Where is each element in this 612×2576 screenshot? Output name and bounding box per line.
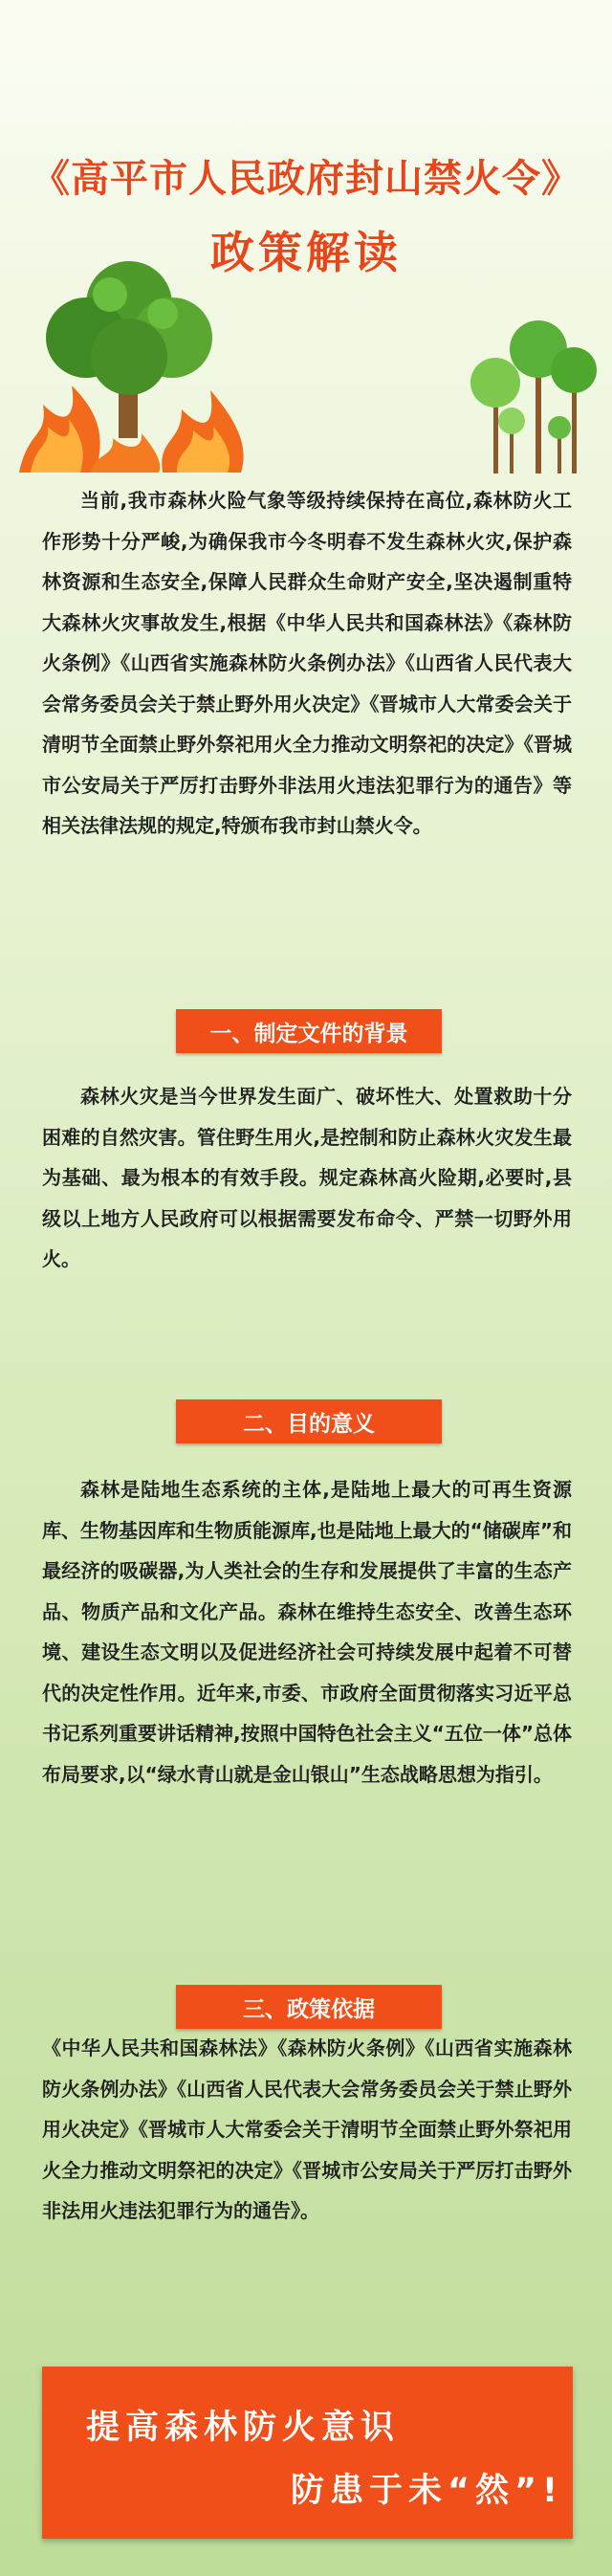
green-trees-illustration xyxy=(467,311,601,473)
page-title: 《高平市人民政府封山禁火令》 xyxy=(32,157,580,201)
burning-tree-illustration xyxy=(19,247,249,476)
slogan-line-1: 提高森林防火意识 xyxy=(86,2409,401,2447)
section-text-purpose: 森林是陆地生态系统的主体,是陆地上最大的可再生资源库、生物基因库和生物质能源库,也是陆地上最大的“储碳库”和最经济的吸碳器,为人类社会的生存和发展提供了丰富的生态产品、物质产品和文化产品。森林在维持生态安全、改善生态环境、建设生态文明以及促进经济社会可持续发展中起着不可替代的决定性作用。近年来,市委、市政府全面贯彻落实习近平总书记系列重要讲话精神,按照中国特色社会主义“五位一体”总体布局要求,以“绿水青山就是金山银山”生态战略思想为指引。 xyxy=(42,1478,572,1786)
section-text-background: 森林火灾是当今世界发生面广、破坏性大、处置救助十分困难的自然灾害。管住野生用火,是控制和防止森林火灾发生最为基础、最为根本的有效手段。规定森林高火险期,必要时,县级以上地方人民政府可以根据需要发布命令、严禁一切野外用火。 xyxy=(42,1085,572,1270)
section-heading-policy-basis: 三、政策依据 xyxy=(176,1985,442,2029)
page-subtitle: 政策解读 xyxy=(210,227,402,278)
section-heading-background: 一、制定文件的背景 xyxy=(176,1009,442,1053)
intro-paragraph: 当前,我市森林火险气象等级持续保持在高位,森林防火工作形势十分严峻,为确保我市今冬明春不发生森林火灾,保护森林资源和生态安全,保障人民群众生命财产安全,坚决遏制重特大森林火灾事故发生,根据《中华人民共和国森林法》《森林防火条例》《山西省实施森林防火条例办法》《山西省人民代表大会常务委员会关于禁止野外用火决定》《晋城市人大常委会关于清明节全面禁止野外祭祀用火全力推动文明祭祀的决定》《晋城市公安局关于严厉打击野外非法用火违法犯罪行为的通告》等相关法律法规的规定,特颁布我市封山禁火令。 xyxy=(42,489,572,837)
section-heading-purpose: 二、目的意义 xyxy=(176,1399,442,1443)
section-text-policy-basis: 《中华人民共和国森林法》《森林防火条例》《山西省实施森林防火条例办法》《山西省人民代表大会常务委员会关于禁止野外用火决定》《晋城市人大常委会关于清明节全面禁止野外祭祀用火全力推动文明祭祀的决定》《晋城市公安局关于严厉打击野外非法用火违法犯罪行为的通告》。 xyxy=(42,2037,572,2222)
slogan-banner xyxy=(42,2367,573,2539)
page-header xyxy=(0,0,612,478)
slogan-line-2: 防患于未“然”! xyxy=(291,2472,563,2510)
